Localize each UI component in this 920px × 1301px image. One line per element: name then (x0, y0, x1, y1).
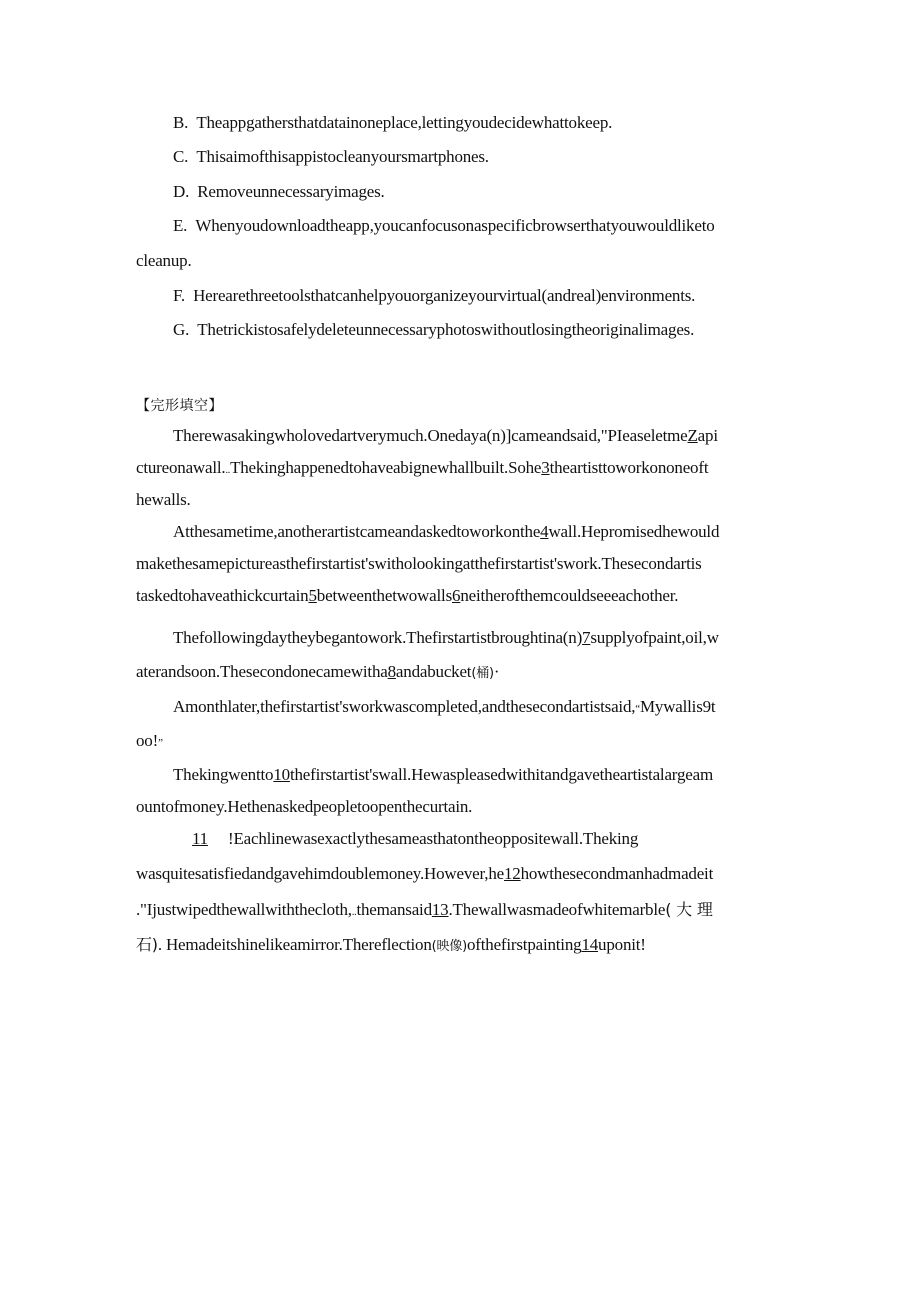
gloss: 石) (136, 935, 158, 954)
passage-p6-line3 (136, 900, 713, 923)
text-run: taskedtohaveathickcurtain (136, 586, 309, 605)
gloss: ( 大 理 (665, 900, 713, 919)
text-run: wasquitesatisfiedandgavehimdoublemoney.However,he (136, 864, 504, 883)
passage-p2-line2: makethesamepictureasthefirstartist'switholookingatthefirstartist'swork.Thesecondartis (136, 554, 702, 573)
text-run: Thekingwentto (173, 765, 274, 784)
option-letter: C. (173, 147, 189, 166)
text-run: .Thewallwasmadeofwhitemarble (448, 900, 666, 919)
option-letter: E. (173, 216, 188, 235)
text-run: · (493, 662, 500, 681)
text-run: themansaid (356, 900, 432, 919)
text-run: Therewasakingwholovedartverymuch.Onedaya(n) (173, 426, 506, 445)
blank-4[interactable]: 4 (540, 522, 549, 541)
text-run: oo! (136, 731, 159, 750)
quote-mark: .. (351, 907, 357, 918)
blank-2[interactable]: Z (687, 426, 698, 445)
text-run: Mywallis9t (639, 697, 716, 716)
text-run: ."Ijustwipedthewallwiththecloth, (136, 900, 352, 919)
option-text-cont: cleanup. (136, 251, 192, 270)
quote-mark: “ (635, 703, 640, 715)
text-run: . Hemadeitshinelikeamirror.Thereflection (157, 935, 432, 954)
option-d (173, 182, 385, 202)
option-text: Removeunnecessaryimages. (197, 182, 385, 201)
text-run: howthesecondmanhadmadeit (520, 864, 714, 883)
text-run: Atthesametime,anotherartistcameandaskedtoworkonthe (173, 522, 541, 541)
blank-7[interactable]: 7 (582, 628, 591, 647)
passage-p5-line2: ountofmoney.Hethenaskedpeopletoopenthecurtain. (136, 797, 473, 816)
option-text: Whenyoudownloadtheapp,youcanfocusonaspecificbrowserthatyouwouldliketo (195, 216, 715, 235)
passage-p6-line1 (192, 829, 638, 849)
text-run: ctureonawall. (136, 458, 226, 477)
text-run: !Eachlinewasexactlythesameasthatontheoppositewall.Theking (227, 829, 639, 848)
blank-10[interactable]: 10 (273, 765, 290, 784)
text-run: theartisttoworkononeoft (549, 458, 709, 477)
passage-p6-line2 (136, 864, 713, 884)
quote-mark: .. (225, 465, 231, 476)
blank-1[interactable]: ] (505, 426, 512, 445)
option-e-continuation (136, 251, 192, 271)
passage-p3-line2 (136, 662, 499, 684)
passage-p1-line3: hewalls. (136, 490, 191, 509)
option-text: Theappgathersthatdatainoneplace,lettingyoudecidewhattokeep. (196, 113, 613, 132)
option-text: Herearethreetoolsthatcanhelpyouorganizeyourvirtual(andreal)environments. (193, 286, 696, 305)
text-run: andabucket (395, 662, 472, 681)
option-g (173, 320, 694, 340)
option-text: Thisaimofthisappistocleanyoursmartphones. (196, 147, 489, 166)
blank-3[interactable]: 3 (541, 458, 550, 477)
passage-p2-line1 (173, 522, 719, 542)
blank-14[interactable]: 14 (581, 935, 599, 954)
passage-p1-line1 (173, 426, 718, 446)
option-letter: B. (173, 113, 189, 132)
blank-5[interactable]: 5 (308, 586, 317, 605)
text-run: Thefollowingdaytheybegantowork.Thefirstartistbroughtina(n) (173, 628, 583, 647)
blank-11[interactable]: 11 (192, 829, 208, 848)
passage-p5-line1 (173, 765, 713, 785)
passage-p2-line3 (136, 586, 678, 606)
option-letter: G. (173, 320, 190, 339)
blank-12[interactable]: 12 (503, 864, 521, 883)
passage-p1-line2 (136, 458, 708, 481)
option-text: Thetrickistosafelydeleteunnecessaryphotoswithoutlosingtheoriginalimages. (197, 320, 695, 339)
text-run: uponit! (598, 935, 646, 954)
gloss: (桶) (471, 666, 494, 681)
text-run: ofthefirstpainting (467, 935, 582, 954)
text-run: neitherofthemcouldseeeachother. (460, 586, 679, 605)
text-run: betweenthetwowalls (316, 586, 452, 605)
option-letter: F. (173, 286, 185, 305)
text-run: cameandsaid," (511, 426, 608, 445)
text-run: supplyofpaint,oil,w (590, 628, 719, 647)
section-heading: 【完形填空】 (136, 398, 223, 414)
passage-p4-line1 (173, 697, 715, 719)
text-run: api (697, 426, 718, 445)
option-letter: D. (173, 182, 190, 201)
option-c (173, 147, 489, 167)
passage-p4-line2 (136, 731, 163, 753)
text-run: PIeaseletme (607, 426, 688, 445)
text-run: thefirstartist'swall.Hewaspleasedwithitandgavetheartistalargeam (289, 765, 713, 784)
blank-8[interactable]: 8 (387, 662, 396, 681)
text-run: Thekinghappenedtohaveabignewhallbuilt.Sohe (230, 458, 542, 477)
quote-mark: ” (158, 737, 163, 749)
option-e (173, 216, 715, 236)
text-run: Amonthlater,thefirstartist'sworkwascompleted,andthesecondartistsaid, (173, 697, 636, 716)
gloss: (映像) (431, 939, 467, 954)
blank-6[interactable]: 6 (452, 586, 461, 605)
blank-13[interactable]: 13 (431, 900, 449, 919)
passage-p6-line4 (136, 935, 646, 957)
option-f (173, 286, 695, 306)
passage-p3-line1 (173, 628, 719, 648)
option-b (173, 113, 612, 133)
text-run: aterandsoon.Thesecondonecamewitha (136, 662, 388, 681)
text-run: wall.Hepromisedhewould (548, 522, 720, 541)
